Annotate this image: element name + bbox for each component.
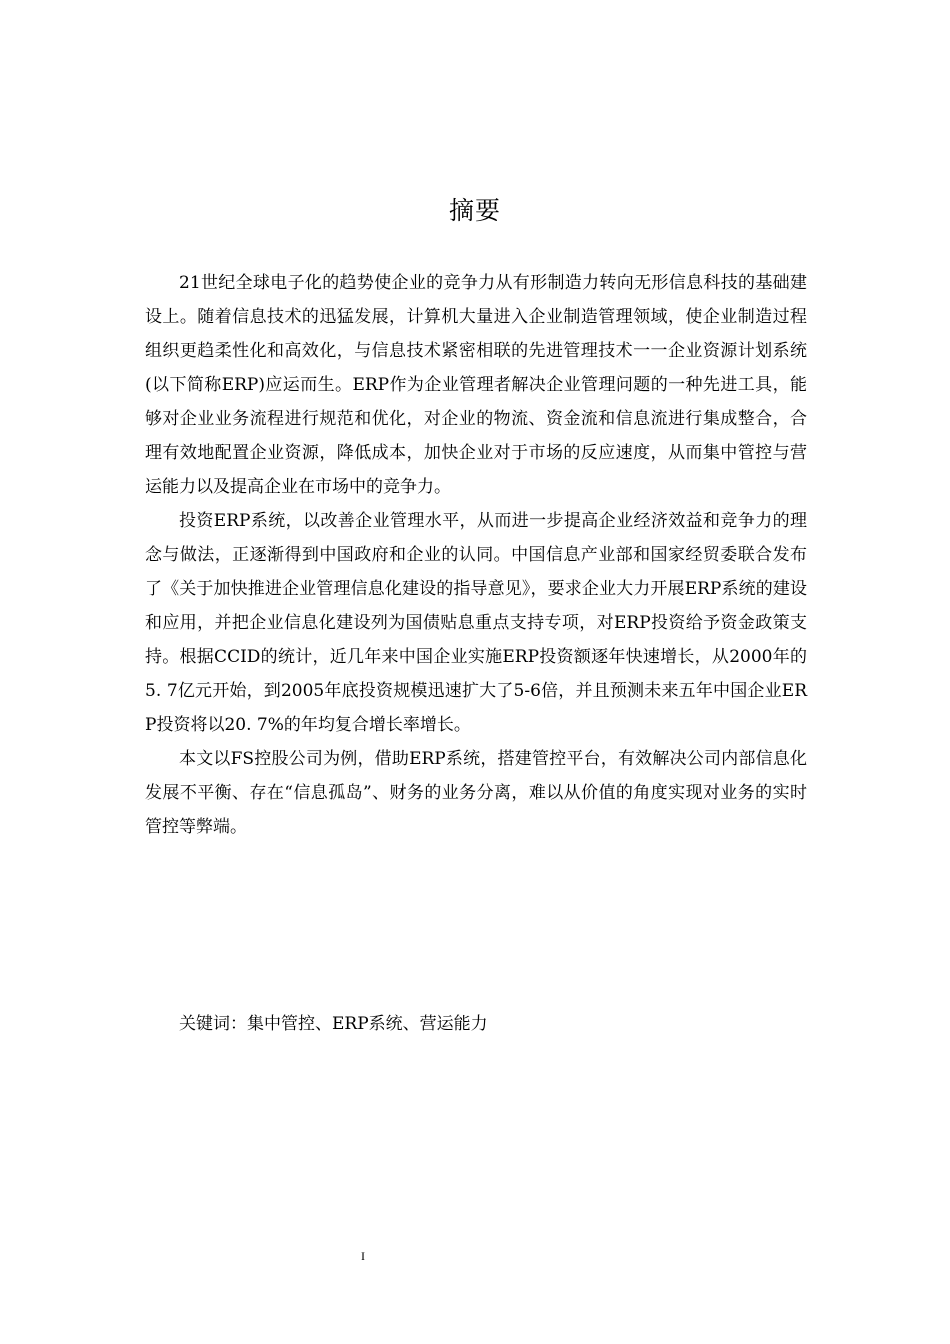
abstract-paragraph-1: 21世纪全球电子化的趋势使企业的竞争力从有形制造力转向无形信息科技的基础建设上。随着信息技术的迅猛发展，计算机大量进入企业制造管理领域，使企业制造过程组织更趋柔性化和高效化，与信息技术紧密相联的先进管理技术一一企业资源计划系统(以下简称ERP)应运而生。ERP作为企业管理者解决企业管理问题的一种先进工具，能够对企业业务流程进行规范和优化，对企业的物流、资金流和信息流进行集成整合，合理有效地配置企业资源，降低成本，加快企业对于市场的反应速度，从而集中管控与营运能力以及提高企业在市场中的竞争力。 xyxy=(145,273,807,497)
abstract-paragraph-3: 本文以FS控股公司为例，借助ERP系统，搭建管控平台，有效解决公司内部信息化发展不平衡、存在“信息孤岛”、财务的业务分离，难以从价值的角度实现对业务的实时管控等弊端。 xyxy=(145,749,807,837)
abstract-paragraph-2: 投资ERP系统，以改善企业管理水平，从而进一步提高企业经济效益和竞争力的理念与做法，正逐渐得到中国政府和企业的认同。中国信息产业部和国家经贸委联合发布了《关于加快推进企业管理信息化建设的指导意见》，要求企业大力开展ERP系统的建设和应用，并把企业信息化建设列为国债贴息重点支持专项，对ERP投资给予资金政策支持。根据CCID的统计，近几年来中国企业实施ERP投资额逐年快速增长，从2000年的5. 7亿元开始，到2005年底投资规模迅速扩大了5-6倍，并且预测未来五年中国企业ERP投资将以20. 7%的年均复合增长率增长。 xyxy=(145,511,807,735)
abstract-title: 摘要 xyxy=(448,196,501,225)
abstract-body xyxy=(145,266,807,844)
keywords-line: 关键词：集中管控、ERP系统、营运能力 xyxy=(179,1014,488,1034)
page-number: I xyxy=(361,1249,365,1263)
